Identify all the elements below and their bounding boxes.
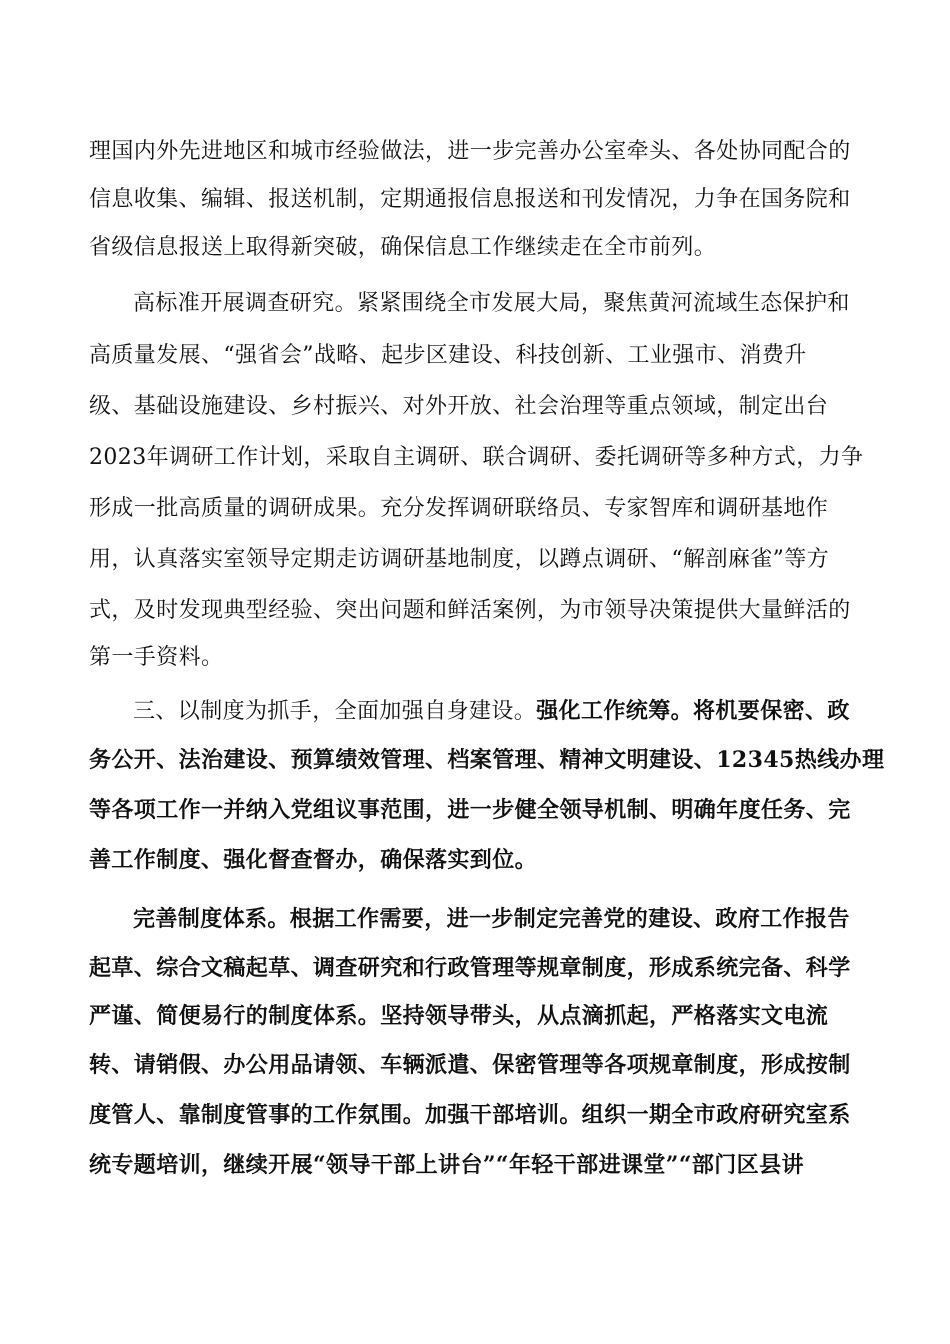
text-line-2: 信息收集、编辑、报送机制，定期通报信息报送和刊发情况，力争在国务院和 (89, 187, 851, 212)
text-line-13: 务公开、法治建设、预算绩效管理、档案管理、精神文明建设、12345热线办理 (89, 747, 885, 773)
text-line-21: 统专题培训，继续开展“领导干部上讲台”“年轻干部进课堂”“部门区县讲 (89, 1152, 804, 1178)
text-line-11: 第一手资料。 (89, 645, 224, 670)
text-line-20: 度管人、靠制度管事的工作氛围。加强干部培训。组织一期全市政府研究室系 (89, 1102, 851, 1128)
text-line-5: 高质量发展、“强省会”战略、起步区建设、科技创新、工业强市、消费升 (89, 343, 807, 368)
text-line-9: 用，认真落实室领导定期走访调研基地制度，以蹲点调研、“解剖麻雀”等方 (89, 547, 830, 572)
text-line-12 (133, 696, 850, 727)
text-line-7: 2023年调研工作计划，采取自主调研、联合调研、委托调研等多种方式，力争 (89, 445, 864, 470)
text-line-15: 善工作制度、强化督查督办，确保落实到位。 (89, 847, 538, 873)
text-line-3: 省级信息报送上取得新突破，确保信息工作继续走在全市前列。 (89, 235, 717, 260)
text-line-14: 等各项工作一并纳入党组议事范围，进一步健全领导机制、明确年度任务、完 (89, 797, 851, 823)
subheading-inline: 强化工作统筹。将机要保密、政 (536, 698, 850, 724)
text-line-1: 理国内外先进地区和城市经验做法，进一步完善办公室牵头、各处协同配合的 (89, 139, 851, 164)
text-line-17: 起草、综合文稿起草、调查研究和行政管理等规章制度，形成系统完备、科学 (89, 955, 851, 981)
text-line-18: 严谨、简便易行的制度体系。坚持领导带头，从点滴抓起，严格落实文电流 (89, 1003, 829, 1029)
text-line-8: 形成一批高质量的调研成果。充分发挥调研联络员、专家智库和调研基地作 (89, 496, 829, 521)
text-line-10: 式，及时发现典型经验、突出问题和鲜活案例，为市领导决策提供大量鲜活的 (89, 598, 851, 623)
text-line-19: 转、请销假、办公用品请领、车辆派遣、保密管理等各项规章制度，形成按制 (89, 1052, 851, 1078)
section-heading: 三、以制度为抓手，全面加强自身建设。 (133, 699, 537, 724)
text-line-4: 高标准开展调查研究。紧紧围绕全市发展大局，聚焦黄河流域生态保护和 (133, 291, 850, 316)
text-line-16: 完善制度体系。根据工作需要，进一步制定完善党的建设、政府工作报告 (133, 906, 850, 932)
text-line-6: 级、基础设施建设、乡村振兴、对外开放、社会治理等重点领域，制定出台 (89, 394, 829, 419)
